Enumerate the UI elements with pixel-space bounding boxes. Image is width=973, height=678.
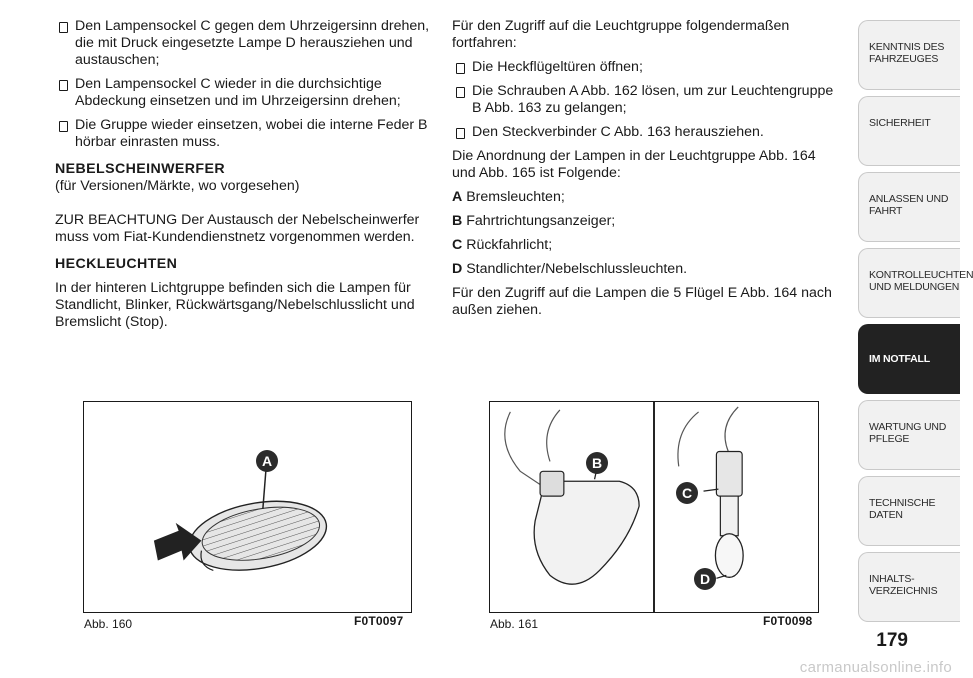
list-item: Den Lampensockel C wieder in die durchsichtige Abdeckung einsetzen und im Uhrzeigersinn drehen; — [55, 76, 440, 110]
list-item: Die Gruppe wieder einsetzen, wobei die interne Feder B hörbar einrasten muss. — [55, 117, 440, 151]
intro-text: Für den Zugriff auf die Leuchtgruppe folgendermaßen fortfahren: — [452, 18, 790, 51]
figure-caption: Abb. 161 — [490, 617, 539, 631]
fog-lamp-note: ZUR BEACHTUNG Der Austausch der Nebelscheinwerfer muss vom Fiat-Kundendienstnetz vorgenommen werden. — [55, 212, 420, 245]
figure-caption: Abb. 160 — [84, 617, 133, 631]
figure-code: F0T0097 — [354, 614, 404, 628]
label-b-badge: B — [586, 452, 608, 474]
right-column — [452, 18, 840, 326]
lamp-assembly-illustration — [490, 402, 818, 612]
lamp-item-d: D Standlichter/Nebelschlussleuchten. — [452, 261, 688, 277]
label-a-badge: A — [256, 450, 278, 472]
rear-lights-text: In der hinteren Lichtgruppe befinden sich die Lampen für Standlicht, Blinker, Rückwärtsgang/Nebelschlusslicht und Bremslicht (Stop). — [55, 280, 415, 330]
page-number: 179 — [876, 630, 908, 651]
lamp-layout-text: Die Anordnung der Lampen in der Leuchtgruppe Abb. 164 und Abb. 165 ist Folgende: — [452, 148, 816, 181]
tab-im-notfall[interactable]: IM NOTFALL — [858, 324, 960, 394]
label-d-badge: D — [694, 568, 716, 590]
watermark: carmanualsonline.info — [799, 659, 952, 676]
tab-wartung[interactable]: WARTUNG UND PFLEGE — [858, 400, 960, 470]
lamp-item-b: B Fahrtrichtungsanzeiger; — [452, 213, 616, 229]
tab-technische-daten[interactable]: TECHNISCHE DATEN — [858, 476, 960, 546]
figure-161 — [489, 401, 819, 613]
rear-lights-heading: HECKLEUCHTEN — [55, 256, 178, 272]
lamp-item-c: C Rückfahrlicht; — [452, 237, 553, 253]
tab-inhalts[interactable]: INHALTS-VERZEICHNIS — [858, 552, 960, 622]
lamp-item-a: A Bremsleuchten; — [452, 189, 565, 205]
fog-lamp-heading: NEBELSCHEINWERFER — [55, 161, 225, 177]
list-item: Den Steckverbinder C Abb. 163 herausziehen. — [452, 124, 840, 141]
chapter-tabs — [858, 20, 973, 628]
figure-160 — [83, 401, 412, 613]
left-column — [55, 18, 440, 338]
label-c-badge: C — [676, 482, 698, 504]
lamp-access-text: Für den Zugriff auf die Lampen die 5 Flügel E Abb. 164 nach außen ziehen. — [452, 285, 832, 318]
tab-anlassen[interactable]: ANLASSEN UND FAHRT — [858, 172, 960, 242]
tab-kenntnis[interactable]: KENNTNIS DES FAHRZEUGES — [858, 20, 960, 90]
list-item: Den Lampensockel C gegen dem Uhrzeigersinn drehen, die mit Druck eingesetzte Lampe D herausziehen und austauschen; — [55, 18, 440, 69]
figure-code: F0T0098 — [763, 614, 813, 628]
tab-kontrolleuchten[interactable]: KONTROLLEUCHTEN UND MELDUNGEN — [858, 248, 960, 318]
list-item: Die Schrauben A Abb. 162 lösen, um zur Leuchtengruppe B Abb. 163 zu gelangen; — [452, 83, 840, 117]
tab-sicherheit[interactable]: SICHERHEIT — [858, 96, 960, 166]
list-item: Die Heckflügeltüren öffnen; — [452, 59, 840, 76]
fog-lamp-subtitle: (für Versionen/Märkte, wo vorgesehen) — [55, 178, 300, 194]
side-marker-illustration — [84, 402, 411, 612]
